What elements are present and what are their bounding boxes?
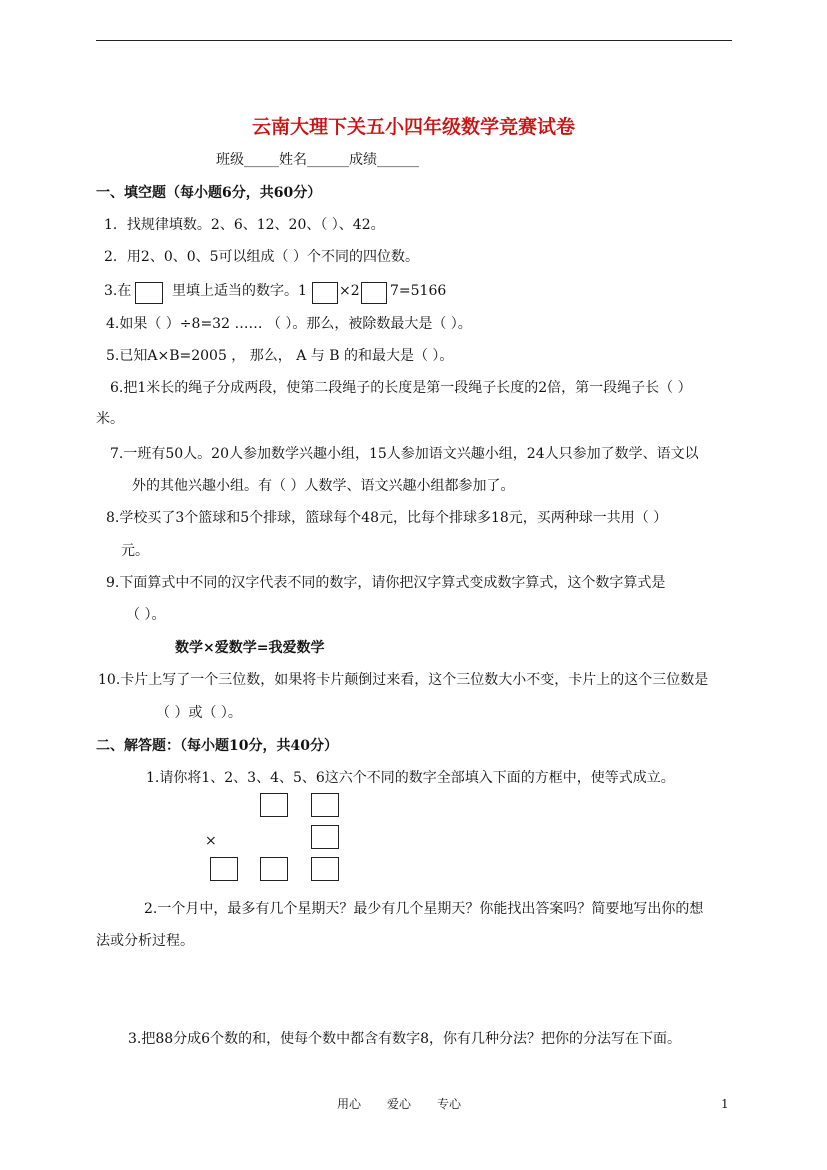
question-6-line2: 米。 [96,411,124,427]
question-9-formula: 数学×爱数学=我爱数学 [175,640,325,656]
question-10-line2: （ ）或（ ）。 [156,705,242,721]
question-2: 2．用2、0、0、5可以组成（ ）个不同的四位数。 [104,249,419,265]
header-rule [96,40,732,41]
footer-right: 专心 [437,1097,462,1111]
digit-box[interactable] [311,825,339,849]
footer-mid: 爱心 [387,1097,412,1111]
question-1: 1．找规律填数。2、6、12、20、（ ）、42。 [104,217,385,233]
question-3-part-b: 里填上适当的数字。1 [172,283,307,299]
page-number: 1 [721,1097,729,1111]
answer-box[interactable] [135,282,163,304]
question-3-part-d: 7=5166 [390,283,447,299]
question-7-line2: 外的其他兴趣小组。有（ ）人数学、语文兴趣小组都参加了。 [132,478,515,494]
multiply-sign: × [205,833,217,849]
digit-box[interactable] [260,857,288,881]
question-6-line1: 6.把1米长的绳子分成两段，使第二段绳子的长度是第一段绳子长度的2倍，第一段绳子长（ ） [110,380,692,396]
section2-heading: 二、解答题：（每小题10分，共40分） [96,738,338,754]
digit-box[interactable] [260,793,288,817]
question-5: 5.已知A×B=2005 ， 那么， A 与 B 的和最大是（ ）。 [106,348,454,364]
question-8-line1: 8.学校买了3个篮球和5个排球，篮球每个48元，比每个排球多18元，买两种球一共用（ ） [106,510,668,526]
student-info-line: 班级_____姓名______成绩______ [216,152,419,168]
answer-box[interactable] [361,282,387,304]
question-3-part-a: 3.在 [104,283,132,299]
question-9-line1: 9.下面算式中不同的汉字代表不同的数字，请你把汉字算式变成数字算式，这个数字算式是 [106,575,666,591]
problem-3: 3.把88分成6个数的和，使每个数中都含有数字8，你有几种分法？把你的分法写在下面。 [128,1031,681,1047]
problem-2-line2: 法或分析过程。 [96,933,194,949]
question-4: 4.如果（ ）÷8=32 …… （ ）。那么，被除数最大是（ ）。 [106,316,472,332]
problem-2-line1: 2.一个月中，最多有几个星期天？最少有几个星期天？你能找出答案吗？简要地写出你的想 [144,901,704,917]
question-7-line1: 7.一班有50人。20人参加数学兴趣小组，15人参加语文兴趣小组，24人只参加了数学、语文以 [110,446,699,462]
digit-box[interactable] [311,857,339,881]
answer-box[interactable] [312,282,338,304]
question-9-line2: （ ）。 [126,607,166,623]
section1-heading: 一、填空题（每小题6分，共60分） [96,185,322,201]
digit-box[interactable] [311,793,339,817]
footer-left: 用心 [337,1097,362,1111]
question-10-line1: 10.卡片上写了一个三位数，如果将卡片颠倒过来看，这个三位数大小不变，卡片上的这个三位数是 [98,672,709,688]
page-title: 云南大理下关五小四年级数学竞赛试卷 [251,116,575,138]
question-3-part-c: ×2 [339,283,360,299]
digit-box[interactable] [210,857,238,881]
problem-1: 1.请你将1、2、3、4、5、6这六个不同的数字全部填入下面的方框中，使等式成立。 [146,770,675,786]
question-8-line2: 元。 [121,543,149,559]
